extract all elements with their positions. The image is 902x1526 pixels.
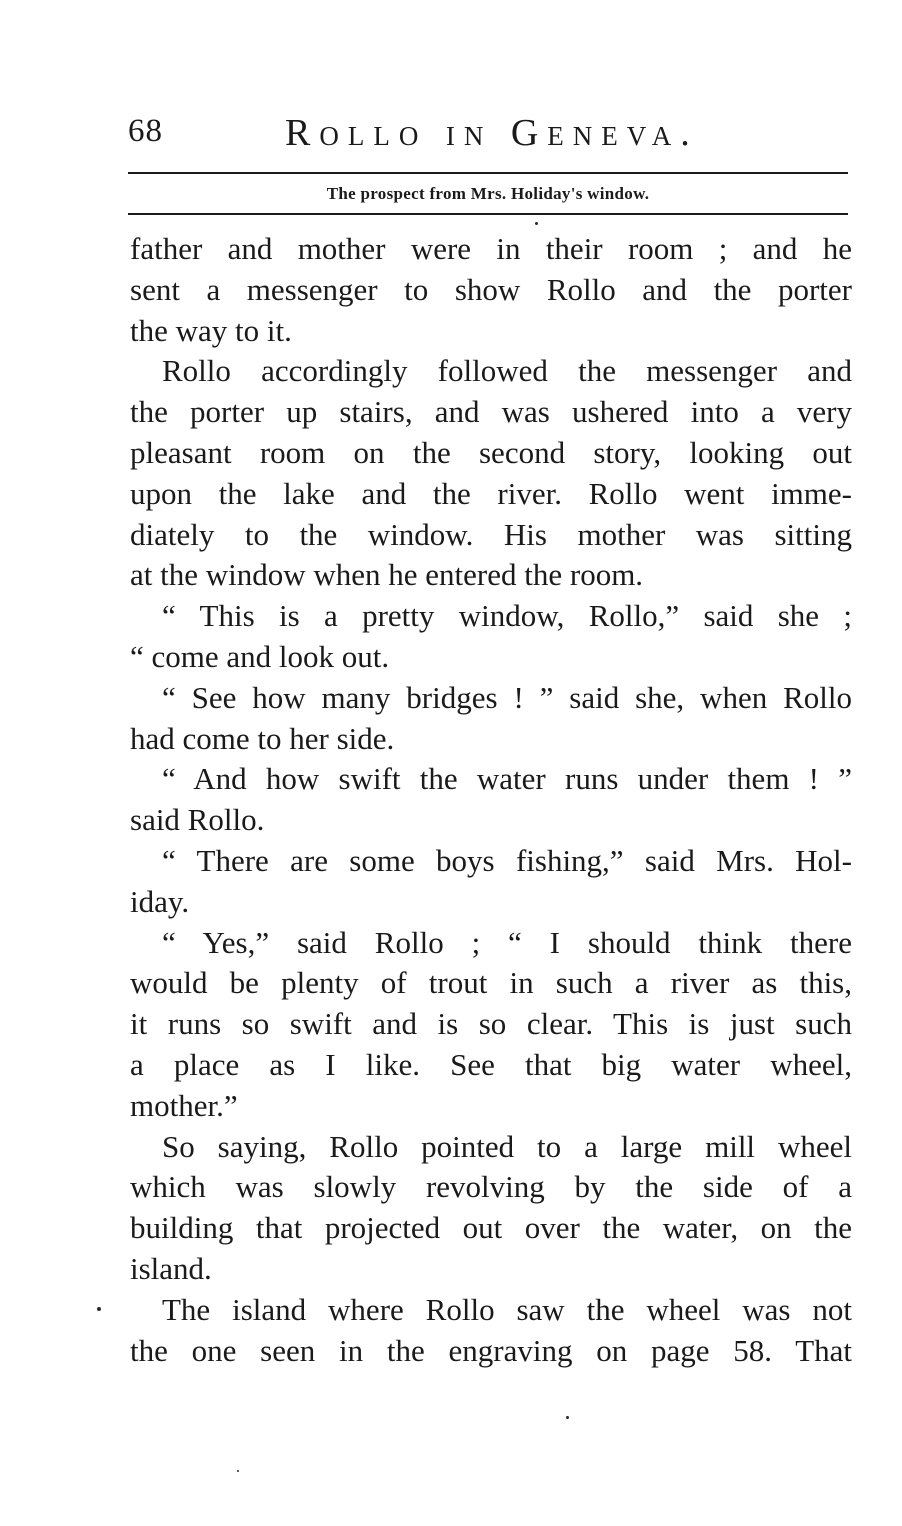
text-line: iday.	[130, 883, 190, 919]
section-caption: The prospect from Mrs. Holiday's window.	[326, 184, 650, 203]
text-line: the porter up stairs, and was ushered into a very	[130, 394, 852, 430]
text-line: at the window when he entered the room.	[130, 557, 644, 593]
text-line: a place as I like. See that big water wheel,	[130, 1046, 852, 1082]
running-head	[285, 111, 699, 155]
text-line: pleasant room on the second story, looking out	[130, 434, 852, 470]
scan-speck	[535, 222, 538, 225]
header-rule-bottom	[128, 213, 848, 215]
text-line: building that projected out over the water, on the	[130, 1210, 852, 1246]
text-line: had come to her side.	[130, 720, 395, 756]
text-line: it runs so swift and is so clear. This is just such	[130, 1006, 852, 1042]
text-line: the one seen in the engraving on page 58. That	[130, 1332, 852, 1368]
text-line: Rollo accordingly followed the messenger and	[162, 353, 852, 389]
text-line: So saying, Rollo pointed to a large mill wheel	[162, 1128, 852, 1164]
text-line: “ And how swift the water runs under them ! ”	[162, 761, 852, 797]
text-line: the way to it.	[130, 312, 292, 348]
text-line: “ This is a pretty window, Rollo,” said she ;	[162, 598, 852, 634]
text-line: said Rollo.	[130, 802, 265, 838]
running-head-text: Rollo in Geneva.	[285, 112, 699, 154]
scan-speck	[566, 1416, 569, 1419]
text-line: mother.”	[130, 1087, 238, 1123]
body-text	[130, 229, 852, 1371]
text-line: sent a messenger to show Rollo and the porter	[130, 271, 852, 307]
text-line: The island where Rollo saw the wheel was not	[162, 1291, 852, 1327]
text-line: diately to the window. His mother was sitting	[130, 516, 852, 552]
text-line: “ Yes,” said Rollo ; “ I should think there	[162, 924, 852, 960]
text-line: which was slowly revolving by the side of a	[130, 1169, 852, 1205]
scan-speck	[97, 1307, 101, 1311]
text-line: “ come and look out.	[130, 638, 390, 674]
header-rule-top	[128, 172, 848, 174]
text-line: “ See how many bridges ! ” said she, when Rollo	[162, 679, 852, 715]
scan-speck	[237, 1470, 239, 1472]
text-line: would be plenty of trout in such a river as this,	[130, 965, 852, 1001]
text-line: upon the lake and the river. Rollo went imme-	[130, 475, 852, 511]
page-number: 68	[128, 113, 163, 149]
text-line: “ There are some boys fishing,” said Mrs. Hol-	[162, 842, 852, 878]
text-line: father and mother were in their room ; and he	[130, 231, 852, 266]
text-line: island.	[130, 1250, 212, 1286]
